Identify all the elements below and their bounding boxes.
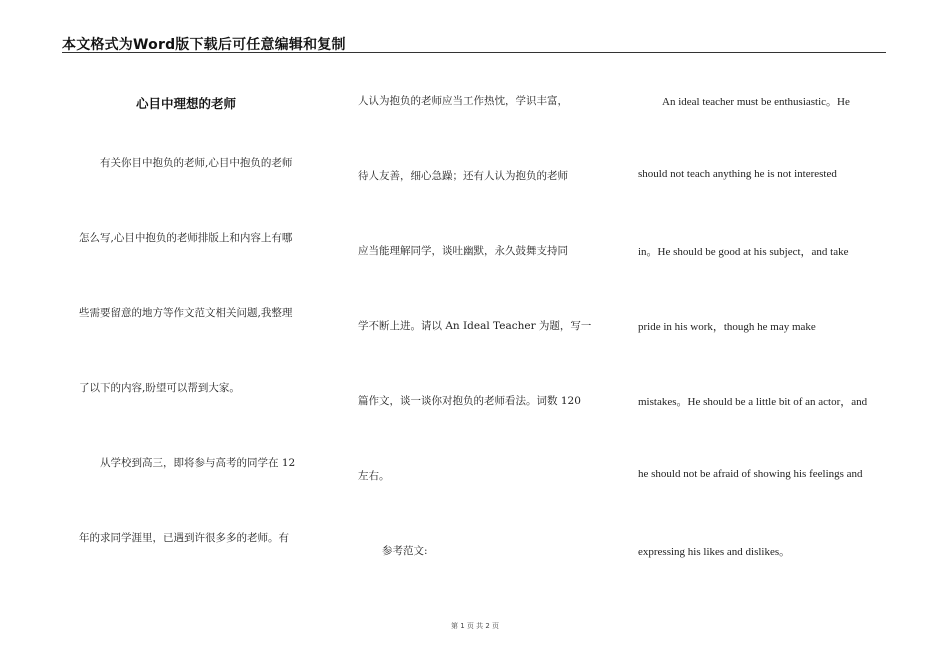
column-1-line: 了以下的内容,盼望可以帮到大家。 [79, 382, 240, 394]
column-1-line: 怎么写,心目中抱负的老师排版上和内容上有哪 [79, 232, 293, 244]
header-divider [62, 52, 886, 53]
column-2-line: 待人友善，细心急躁；还有人认为抱负的老师 [358, 170, 568, 182]
column-3-line: in。He should be good at his subject，and take [638, 246, 849, 258]
essay-title: 心目中理想的老师 [136, 96, 237, 111]
column-2-line: 参考范文: [382, 545, 428, 557]
column-3-line: mistakes。He should be a little bit of an actor，and [638, 396, 868, 408]
column-1-line: 年的求同学涯里，已遇到许很多多的老师。有 [79, 532, 289, 544]
column-3-line: expressing his likes and dislikes。 [638, 546, 791, 558]
column-1-line: 从学校到高三，即将参与高考的同学在 12 [100, 457, 296, 469]
column-1-line: 些需要留意的地方等作文范文相关问题,我整理 [79, 307, 293, 319]
column-2-line: 篇作文，谈一谈你对抱负的老师看法。词数 120 [358, 395, 581, 407]
column-2-line: 应当能理解同学，谈吐幽默，永久鼓舞支持同 [358, 245, 568, 257]
page-number: 第 1 页 共 2 页 [450, 622, 500, 630]
column-3-line: he should not be afraid of showing his feelings and [638, 468, 863, 480]
document-header: 本文格式为Word版下载后可任意编辑和复制 [62, 37, 346, 53]
column-3-line: An ideal teacher must be enthusiastic。He [662, 96, 850, 108]
column-2-line: 学不断上进。请以 An Ideal Teacher 为题，写一 [358, 320, 592, 332]
column-3-line: pride in his work，though he may make [638, 321, 816, 333]
column-1-line: 有关你目中抱负的老师,心目中抱负的老师 [100, 157, 293, 169]
column-3-line: should not teach anything he is not interested [638, 168, 837, 180]
column-2-line: 左右。 [358, 470, 390, 482]
column-2-line: 人认为抱负的老师应当工作热忱，学识丰富， [358, 95, 568, 107]
